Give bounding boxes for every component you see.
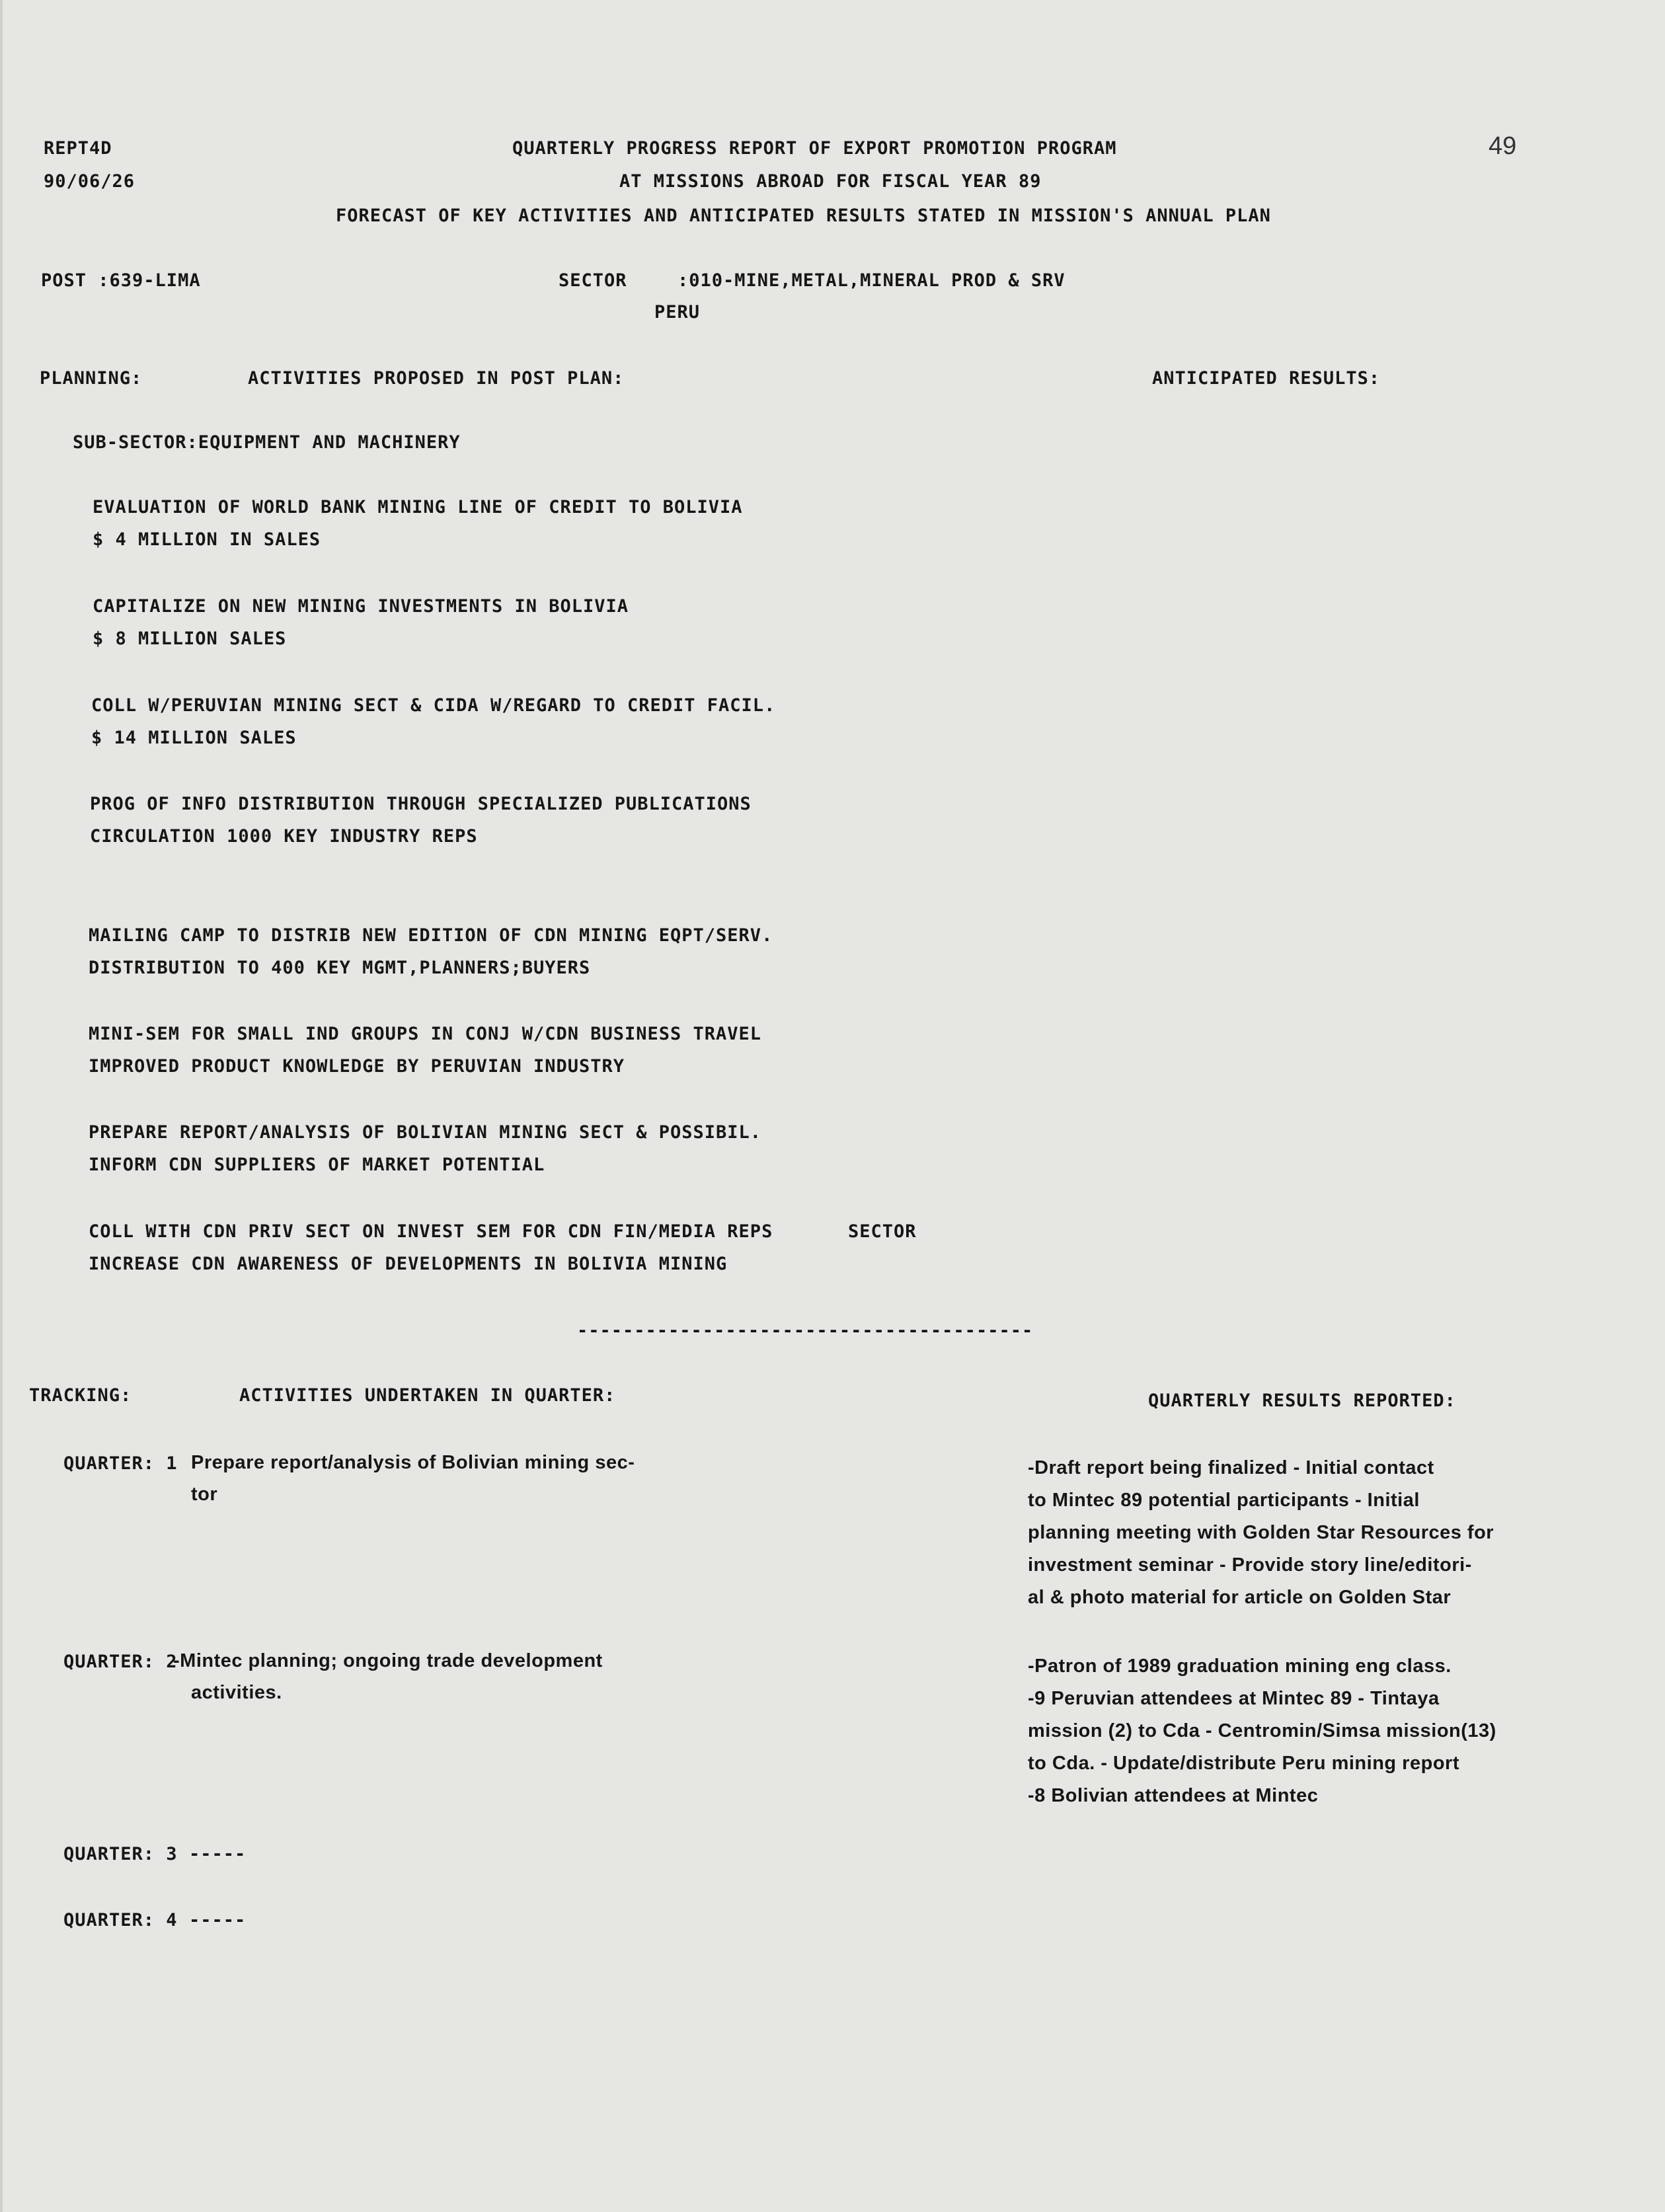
- sector-annotation: SECTOR: [848, 1221, 917, 1242]
- planned-activity-line2: $ 14 MILLION SALES: [91, 728, 297, 748]
- quarter-activity-line: -Mintec planning; ongoing trade development: [173, 1650, 603, 1671]
- anticipated-results-header: ANTICIPATED RESULTS:: [1152, 368, 1381, 389]
- sector-label: SECTOR: [559, 270, 627, 291]
- quarter-label: QUARTER: 2: [63, 1652, 178, 1672]
- planning-activities-header: ACTIVITIES PROPOSED IN POST PLAN:: [248, 368, 625, 389]
- quarter-result-line: -9 Peruvian attendees at Mintec 89 - Tintaya: [1028, 1688, 1440, 1709]
- post-label: POST :639-LIMA: [41, 270, 201, 291]
- tracking-label: TRACKING:: [29, 1385, 132, 1406]
- planned-activity-line2: INCREASE CDN AWARENESS OF DEVELOPMENTS IN BOLIVIA MINING: [89, 1254, 728, 1274]
- report-title-line1: QUARTERLY PROGRESS REPORT OF EXPORT PROMOTION PROGRAM: [512, 138, 1117, 159]
- quarter-activity-line: -----: [189, 1844, 247, 1864]
- quarter-result-line: al & photo material for article on Golden Star: [1028, 1587, 1452, 1608]
- report-date: 90/06/26: [44, 171, 136, 192]
- page-number: 49: [1489, 132, 1517, 160]
- planned-activity-line2: CIRCULATION 1000 KEY INDUSTRY REPS: [90, 826, 478, 847]
- quarter-label: QUARTER: 4: [63, 1910, 178, 1930]
- planned-activity-line2: IMPROVED PRODUCT KNOWLEDGE BY PERUVIAN INDUSTRY: [89, 1056, 625, 1077]
- quarter-activity-line: activities.: [191, 1682, 282, 1703]
- quarter-label: QUARTER: 3: [63, 1844, 178, 1864]
- quarter-activity-line: tor: [191, 1484, 218, 1505]
- quarter-result-line: mission (2) to Cda - Centromin/Simsa mission(13): [1028, 1720, 1496, 1741]
- quarter-activity-line: Prepare report/analysis of Bolivian mining sec-: [191, 1452, 635, 1473]
- planned-activity-line2: $ 4 MILLION IN SALES: [93, 529, 321, 550]
- planned-activity-line1: EVALUATION OF WORLD BANK MINING LINE OF CREDIT TO BOLIVIA: [93, 497, 743, 517]
- quarter-result-line: to Mintec 89 potential participants - Initial: [1028, 1490, 1420, 1511]
- planned-activity-line2: DISTRIBUTION TO 400 KEY MGMT,PLANNERS;BUYERS: [89, 958, 591, 978]
- planned-activity-line1: PREPARE REPORT/ANALYSIS OF BOLIVIAN MINING SECT & POSSIBIL.: [89, 1122, 762, 1143]
- planned-activity-line2: INFORM CDN SUPPLIERS OF MARKET POTENTIAL: [89, 1155, 545, 1175]
- planned-activity-line1: MINI-SEM FOR SMALL IND GROUPS IN CONJ W/CDN BUSINESS TRAVEL: [89, 1024, 762, 1044]
- sector-value: :010-MINE,METAL,MINERAL PROD & SRV: [678, 270, 1065, 291]
- quarter-label: QUARTER: 1: [63, 1453, 178, 1474]
- quarter-result-line: planning meeting with Golden Star Resources for: [1028, 1522, 1494, 1543]
- report-title-line2: AT MISSIONS ABROAD FOR FISCAL YEAR 89: [619, 171, 1042, 192]
- planned-activity-line1: CAPITALIZE ON NEW MINING INVESTMENTS IN BOLIVIA: [93, 596, 629, 617]
- report-id: REPT4D: [44, 138, 112, 159]
- quarter-activity-line: -----: [189, 1910, 247, 1930]
- report-title-line3: FORECAST OF KEY ACTIVITIES AND ANTICIPATED RESULTS STATED IN MISSION'S ANNUAL PLAN: [336, 206, 1271, 226]
- quarter-result-line: investment seminar - Provide story line/editori-: [1028, 1554, 1472, 1576]
- planned-activity-line1: COLL WITH CDN PRIV SECT ON INVEST SEM FOR CDN FIN/MEDIA REPS: [89, 1221, 773, 1242]
- country: PERU: [654, 302, 701, 323]
- quarter-result-line: -8 Bolivian attendees at Mintec: [1028, 1785, 1319, 1806]
- quarter-result-line: to Cda. - Update/distribute Peru mining report: [1028, 1753, 1459, 1774]
- planned-activity-line1: COLL W/PERUVIAN MINING SECT & CIDA W/REGARD TO CREDIT FACIL.: [91, 695, 776, 716]
- planning-label: PLANNING:: [40, 368, 143, 389]
- planned-activity-line1: PROG OF INFO DISTRIBUTION THROUGH SPECIALIZED PUBLICATIONS: [90, 794, 752, 814]
- quarterly-results-header: QUARTERLY RESULTS REPORTED:: [1148, 1391, 1456, 1411]
- sub-sector: SUB-SECTOR:EQUIPMENT AND MACHINERY: [73, 432, 461, 453]
- tracking-activities-header: ACTIVITIES UNDERTAKEN IN QUARTER:: [239, 1385, 616, 1406]
- quarter-result-line: -Draft report being finalized - Initial contact: [1028, 1457, 1434, 1478]
- planned-activity-line1: MAILING CAMP TO DISTRIB NEW EDITION OF CDN MINING EQPT/SERV.: [89, 925, 773, 946]
- section-separator: ----------------------------------------: [577, 1320, 1034, 1341]
- planned-activity-line2: $ 8 MILLION SALES: [93, 629, 287, 649]
- quarter-result-line: -Patron of 1989 graduation mining eng class.: [1028, 1656, 1452, 1677]
- page-edge-shadow: [0, 0, 3, 2212]
